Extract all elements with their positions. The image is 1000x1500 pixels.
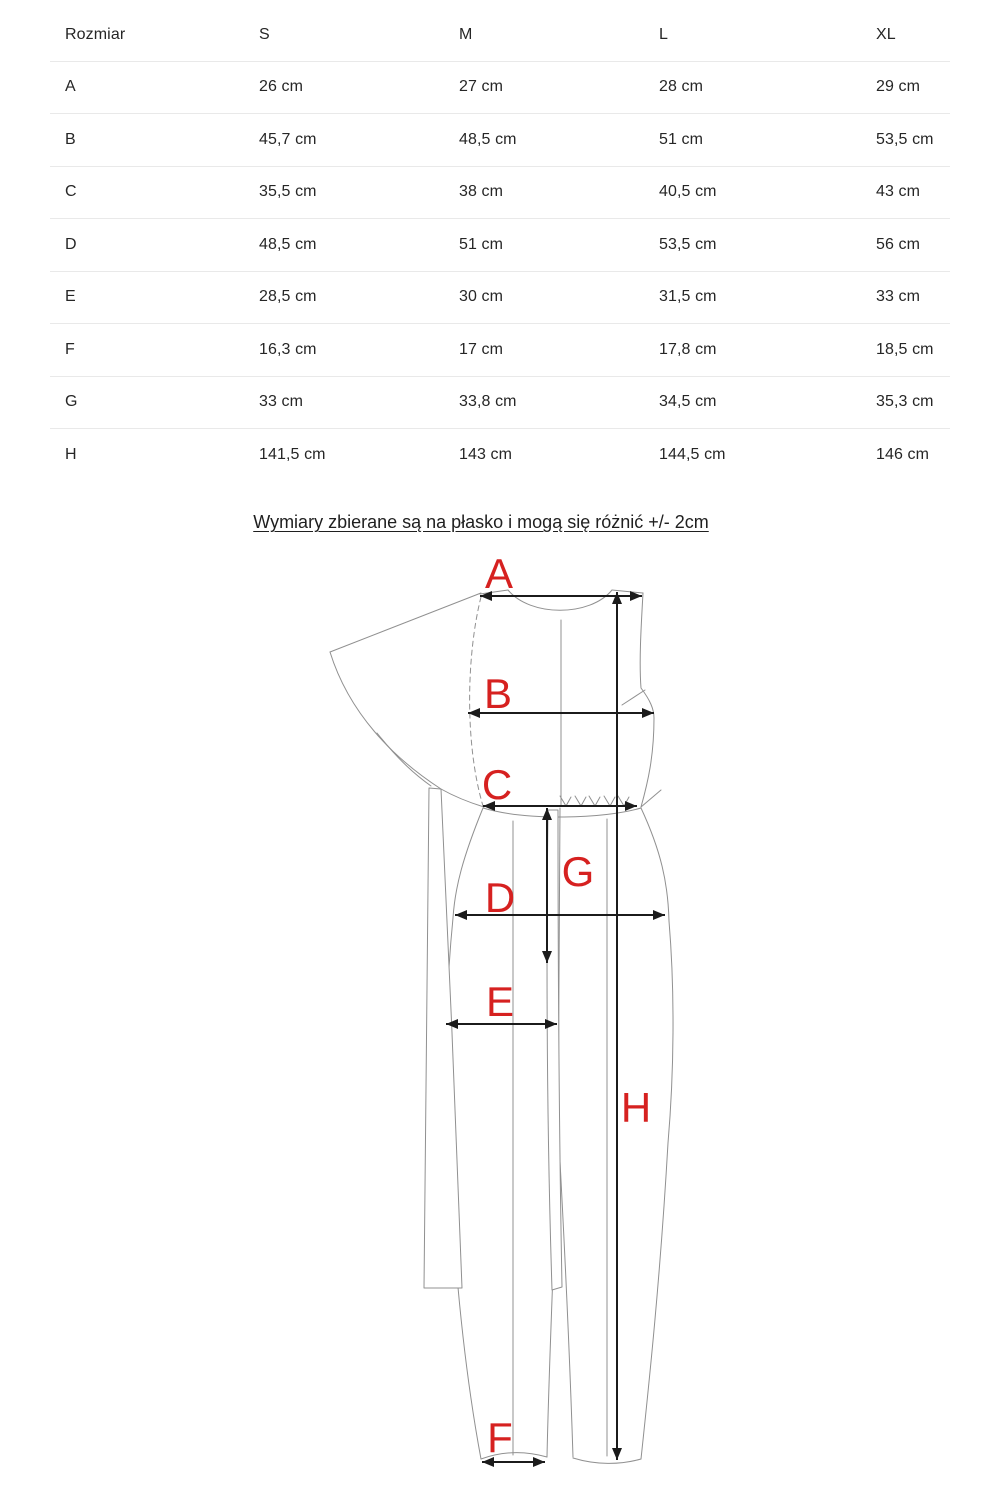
column-header-rozmiar: Rozmiar	[65, 25, 126, 43]
column-header-m: M	[459, 25, 473, 43]
value-cell: 16,3 cm	[259, 340, 317, 358]
measurement-label-a: A	[484, 550, 514, 597]
armhole-detail-line	[622, 690, 645, 705]
waist-right-detail-line	[641, 790, 661, 807]
dimension-label: B	[65, 130, 76, 148]
value-cell: 43 cm	[876, 183, 921, 201]
measurement-label-h: H	[620, 1084, 652, 1131]
measurement-labels	[482, 550, 651, 1461]
value-cell: 38 cm	[459, 183, 504, 201]
dimension-label: H	[65, 446, 77, 464]
value-cell: 28,5 cm	[259, 288, 317, 306]
dimension-label: C	[65, 183, 77, 201]
value-cell: 33 cm	[876, 288, 921, 306]
ruffle-fold-line	[377, 733, 431, 786]
right-leg-inseam	[559, 1143, 573, 1457]
value-cell: 40,5 cm	[659, 183, 717, 201]
bodice-neckline	[508, 590, 612, 610]
waist-gather-marks	[560, 796, 629, 806]
value-cell: 33,8 cm	[459, 393, 517, 411]
garment-outline	[330, 590, 673, 1463]
flat-measurement-note: Wymiary zbierane są na płasko i mogą się różnić +/- 2cm	[253, 512, 709, 532]
value-cell: 27 cm	[459, 78, 504, 96]
ruffle-top-edge	[330, 593, 481, 652]
value-cell: 29 cm	[876, 78, 921, 96]
measurement-label-d: D	[484, 874, 516, 921]
value-cell: 18,5 cm	[876, 340, 934, 358]
value-cell: 26 cm	[259, 78, 304, 96]
right-leg-hem	[573, 1458, 641, 1463]
measurement-label-e: E	[485, 978, 515, 1025]
column-header-xl: XL	[876, 25, 896, 43]
value-cell: 146 cm	[876, 446, 930, 464]
value-cell: 45,7 cm	[259, 130, 317, 148]
dimension-label: F	[65, 340, 75, 358]
dimension-label: E	[65, 288, 76, 306]
value-cell: 143 cm	[459, 446, 513, 464]
measurement-label-c: C	[481, 761, 513, 808]
value-cell: 53,5 cm	[659, 235, 717, 253]
sash-streamer-wide	[424, 788, 462, 1288]
measurement-label-b: B	[483, 670, 513, 717]
value-cell: 51 cm	[459, 235, 504, 253]
value-cell: 48,5 cm	[459, 130, 517, 148]
value-cell: 35,3 cm	[876, 393, 934, 411]
value-cell: 30 cm	[459, 288, 504, 306]
column-header-s: S	[259, 25, 270, 43]
value-cell: 34,5 cm	[659, 393, 717, 411]
value-cell: 144,5 cm	[659, 446, 726, 464]
dimension-label: D	[65, 235, 77, 253]
value-cell: 31,5 cm	[659, 288, 717, 306]
bodice-right-side-seam	[640, 593, 654, 807]
value-cell: 141,5 cm	[259, 446, 326, 464]
ruffle-bottom-edge	[330, 652, 484, 807]
value-cell: 56 cm	[876, 235, 921, 253]
right-leg-outer-seam	[641, 808, 673, 1459]
value-cell: 17,8 cm	[659, 340, 717, 358]
value-cell: 28 cm	[659, 78, 704, 96]
value-cell: 35,5 cm	[259, 183, 317, 201]
dimension-label: A	[65, 78, 76, 96]
dimension-label: G	[65, 393, 78, 411]
column-header-l: L	[659, 25, 668, 43]
value-cell: 53,5 cm	[876, 130, 934, 148]
value-cell: 33 cm	[259, 393, 304, 411]
measurement-label-g: G	[561, 848, 595, 895]
value-cell: 51 cm	[659, 130, 704, 148]
measurement-label-f: F	[487, 1414, 513, 1461]
value-cell: 17 cm	[459, 340, 504, 358]
value-cell: 48,5 cm	[259, 235, 317, 253]
